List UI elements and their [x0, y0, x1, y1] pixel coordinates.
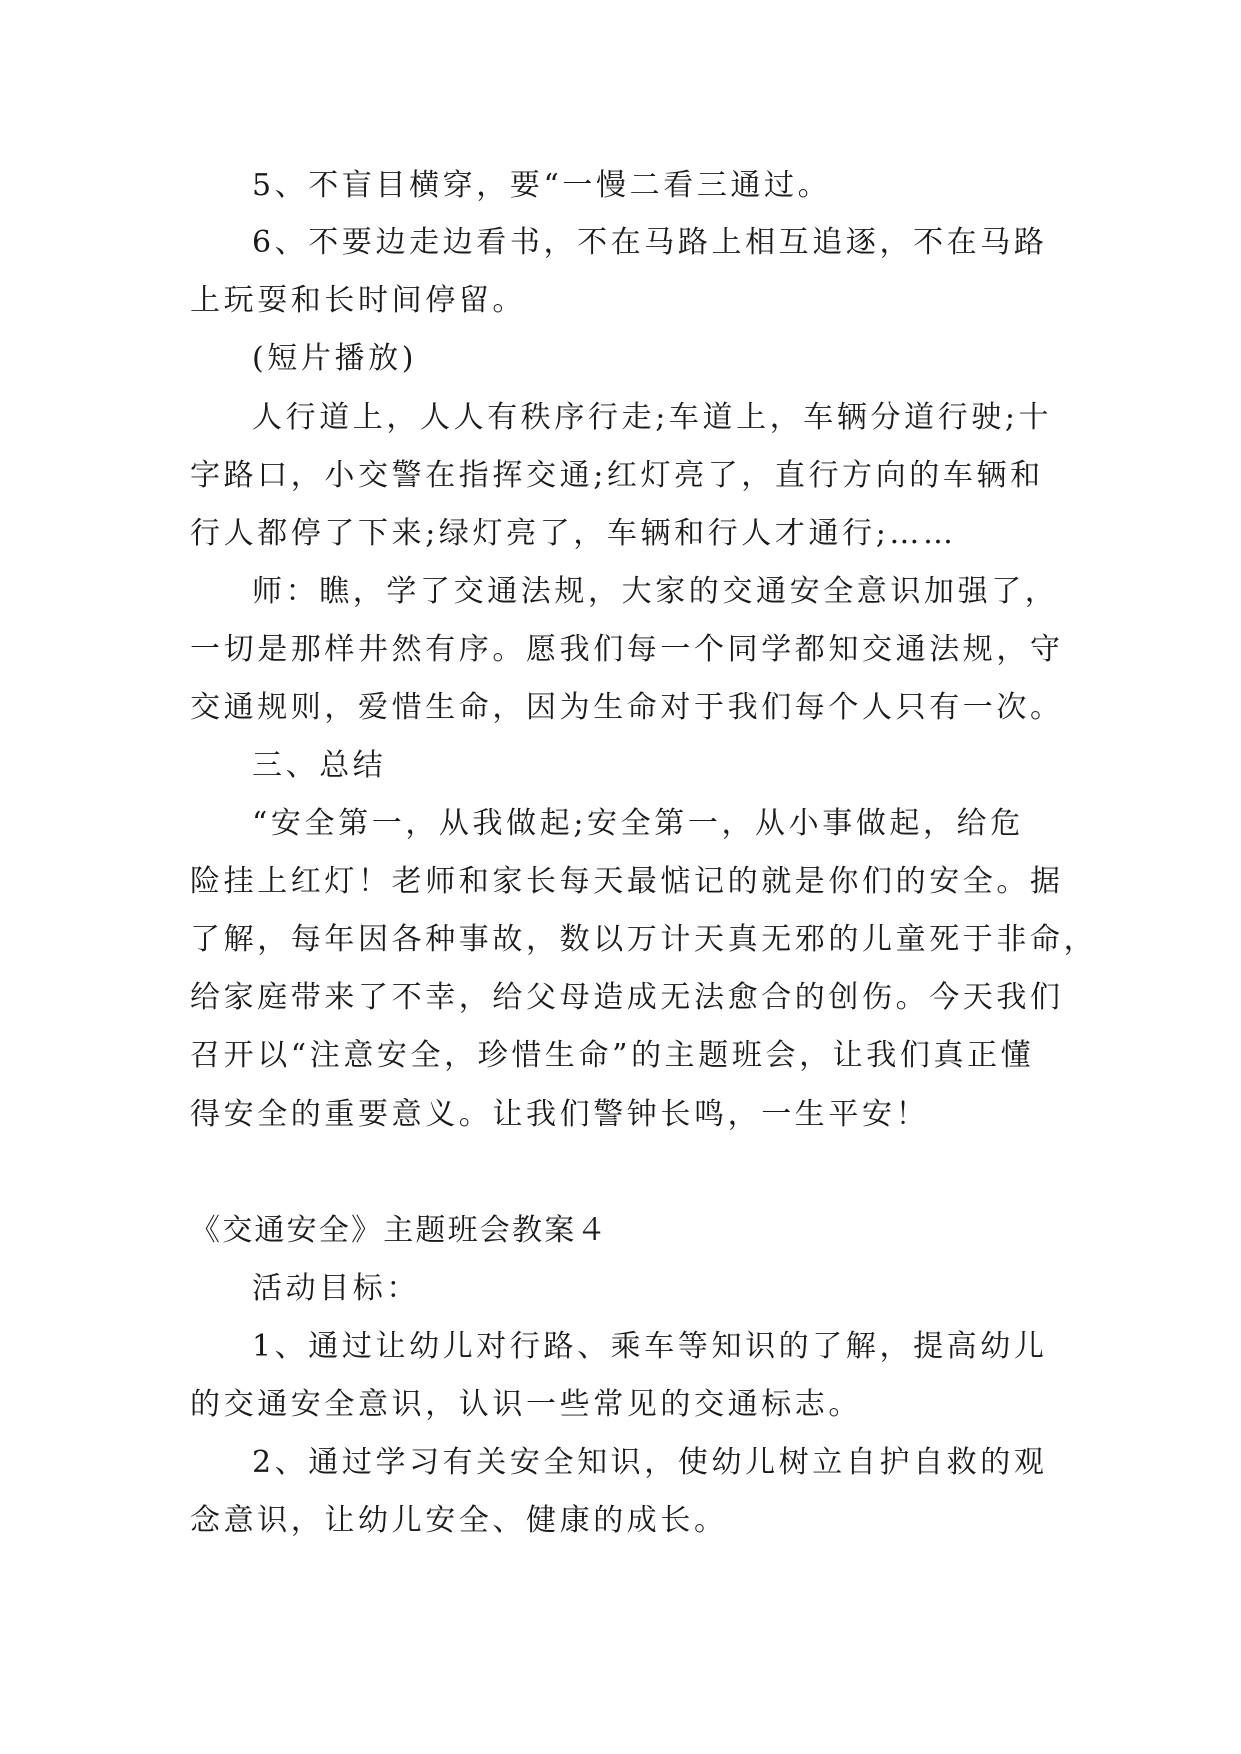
- paragraph-line: 字路口，小交警在指挥交通;红灯亮了，直行方向的车辆和: [190, 458, 1044, 493]
- section-heading: 三、总结: [252, 748, 387, 783]
- paragraph-line: 1、通过让幼儿对行路、乘车等知识的了解，提高幼儿: [252, 1329, 1048, 1364]
- paragraph-line: 了解，每年因各种事故，数以万计天真无邪的儿童死于非命，: [190, 922, 1098, 957]
- paragraph-line: 的交通安全意识，认识一些常见的交通标志。: [190, 1387, 862, 1422]
- paragraph-line: 给家庭带来了不幸，给父母造成无法愈合的创伤。今天我们: [190, 980, 1064, 1015]
- paragraph-line: 交通规则，爱惜生命，因为生命对于我们每个人只有一次。: [190, 690, 1064, 725]
- paragraph-line: 一切是那样井然有序。愿我们每一个同学都知交通法规，守: [190, 632, 1064, 667]
- paragraph-line: 行人都停了下来;绿灯亮了，车辆和行人才通行;……: [190, 516, 957, 551]
- paragraph-line: “安全第一，从我做起;安全第一，从小事做起，给危: [252, 806, 1024, 841]
- paragraph-line: 召开以“注意安全，珍惜生命”的主题班会，让我们真正懂: [190, 1038, 1035, 1073]
- paragraph-line: 得安全的重要意义。让我们警钟长鸣，一生平安！: [190, 1097, 930, 1132]
- paragraph-line: 6、不要边走边看书，不在马路上相互追逐，不在马路: [252, 225, 1048, 260]
- paragraph-line: 人行道上，人人有秩序行走;车道上，车辆分道行驶;十: [252, 400, 1053, 435]
- paragraph-line: 2、通过学习有关安全知识，使幼儿树立自护自救的观: [252, 1445, 1048, 1480]
- paragraph-line: (短片播放): [252, 341, 418, 376]
- paragraph-line: 5、不盲目横穿，要“一慢二看三通过。: [252, 168, 832, 203]
- paragraph-line: 险挂上红灯！老师和家长每天最惦记的就是你们的安全。据: [190, 864, 1064, 899]
- paragraph-line: 师：瞧，学了交通法规，大家的交通安全意识加强了，: [252, 574, 1059, 609]
- paragraph-line: 上玩耍和长时间停留。: [190, 283, 526, 318]
- document-title: 《交通安全》主题班会教案４: [190, 1213, 609, 1248]
- paragraph-line: 念意识，让幼儿安全、健康的成长。: [190, 1503, 728, 1538]
- section-heading: 活动目标：: [252, 1271, 420, 1306]
